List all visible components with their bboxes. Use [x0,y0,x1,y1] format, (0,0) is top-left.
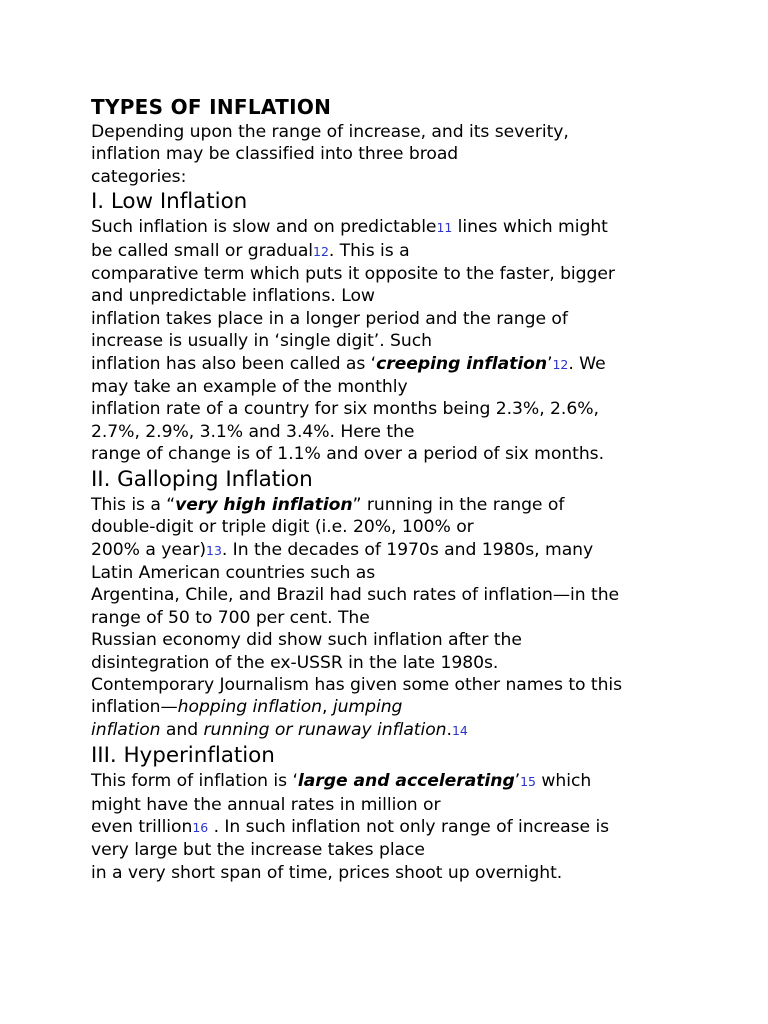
text-line: range of 50 to 700 per cent. The [91,607,370,628]
text-line [91,240,731,263]
text-line: Latin American countries such as [91,562,376,583]
text-run: which [535,771,592,792]
footnote-ref-16[interactable]: 16 [192,819,209,835]
emphasis-very-high-inflation: very high inflation [175,494,353,515]
text-run: ’ [514,771,521,792]
text-run: lines which might [452,217,608,238]
text-line: in a very short span of time, prices shoot up overnight. [91,862,563,883]
text-line: disintegration of the ex-USSR in the late 1980s. [91,652,499,673]
text-run: , [322,697,333,718]
text-run: Such inflation is slow and on predictable [91,217,437,238]
text-run: 200% a year) [91,539,207,560]
footnote-ref-12[interactable]: 12 [313,243,329,259]
text-line: inflation takes place in a longer period and the range of [91,308,568,329]
text-line: 2.7%, 2.9%, 3.1% and 3.4%. Here the [91,421,415,442]
text-run: This form of inflation is ‘ [91,771,298,792]
intro-line: Depending upon the range of increase, and its severity, [91,122,569,142]
text-line: Russian economy did show such inflation after the [91,630,522,651]
text-run: and [160,719,204,740]
intro-paragraph [91,121,731,188]
intro-line: categories: [91,166,187,187]
footnote-ref-12[interactable]: 12 [552,356,569,372]
text-line: may take an example of the monthly [91,377,408,398]
text-line: double-digit or triple digit (i.e. 20%, 100% or [91,517,474,538]
footnote-ref-11[interactable]: 11 [436,220,453,236]
emphasis-large-and-accelerating: large and accelerating [297,771,515,792]
text-line: increase is usually in ‘single digit’. Such [91,331,432,352]
text-line [91,216,731,239]
text-run: This is a “ [91,494,176,515]
emphasis-creeping-inflation: creeping inflation [376,353,548,374]
text-line [91,353,731,376]
low-inflation-paragraph [91,216,731,465]
text-run: inflation— [91,697,178,718]
text-run: ” running in the range of [352,494,565,515]
text-line: and unpredictable inflations. Low [91,286,375,307]
section-heading-hyperinflation: III. Hyperinflation [91,743,275,769]
text-line [91,696,731,718]
text-line: inflation rate of a country for six months being 2.3%, 2.6%, [91,399,599,420]
emphasis-inflation: inflation [91,719,161,740]
text-run: . In such inflation not only range of increase is [208,816,610,837]
text-run: be called small or gradual [91,240,314,261]
emphasis-jumping: jumping [332,697,403,718]
hyperinflation-paragraph [91,770,731,884]
text-run: even trillion [91,816,193,837]
text-line [91,770,731,793]
text-run: inflation has also been called as ‘ [91,353,377,374]
footnote-ref-13[interactable]: 13 [206,542,222,558]
text-run: . In the decades of 1970s and 1980s, many [221,539,594,560]
text-line: very large but the increase takes place [91,840,425,861]
text-line [91,816,731,839]
text-line: range of change is of 1.1% and over a period of six months. [91,444,604,465]
text-line [91,719,731,742]
emphasis-running-or-runaway-inflation: running or runaway inflation [203,719,447,740]
text-run: . This is a [328,240,410,261]
text-run: ’ [547,353,553,374]
document-page [91,93,731,884]
section-heading-galloping-inflation: II. Galloping Inflation [91,466,313,492]
intro-line: inflation may be classified into three broad [91,144,459,165]
galloping-inflation-paragraph [91,494,731,742]
text-line [91,494,731,516]
text-run: . [446,719,452,740]
text-line: Contemporary Journalism has given some other names to this [91,674,623,695]
footnote-ref-14[interactable]: 14 [451,722,468,738]
text-line: comparative term which puts it opposite to the faster, bigger [91,264,615,285]
document-title: TYPES OF INFLATION [91,95,332,119]
text-run: . We [568,353,606,374]
text-line: might have the annual rates in million or [91,794,441,815]
section-heading-low-inflation: I. Low Inflation [91,189,248,215]
emphasis-hopping-inflation: hopping inflation [177,697,323,718]
text-line: Argentina, Chile, and Brazil had such rates of inflation—in the [91,585,620,606]
text-line [91,539,731,562]
footnote-ref-15[interactable]: 15 [520,774,536,790]
